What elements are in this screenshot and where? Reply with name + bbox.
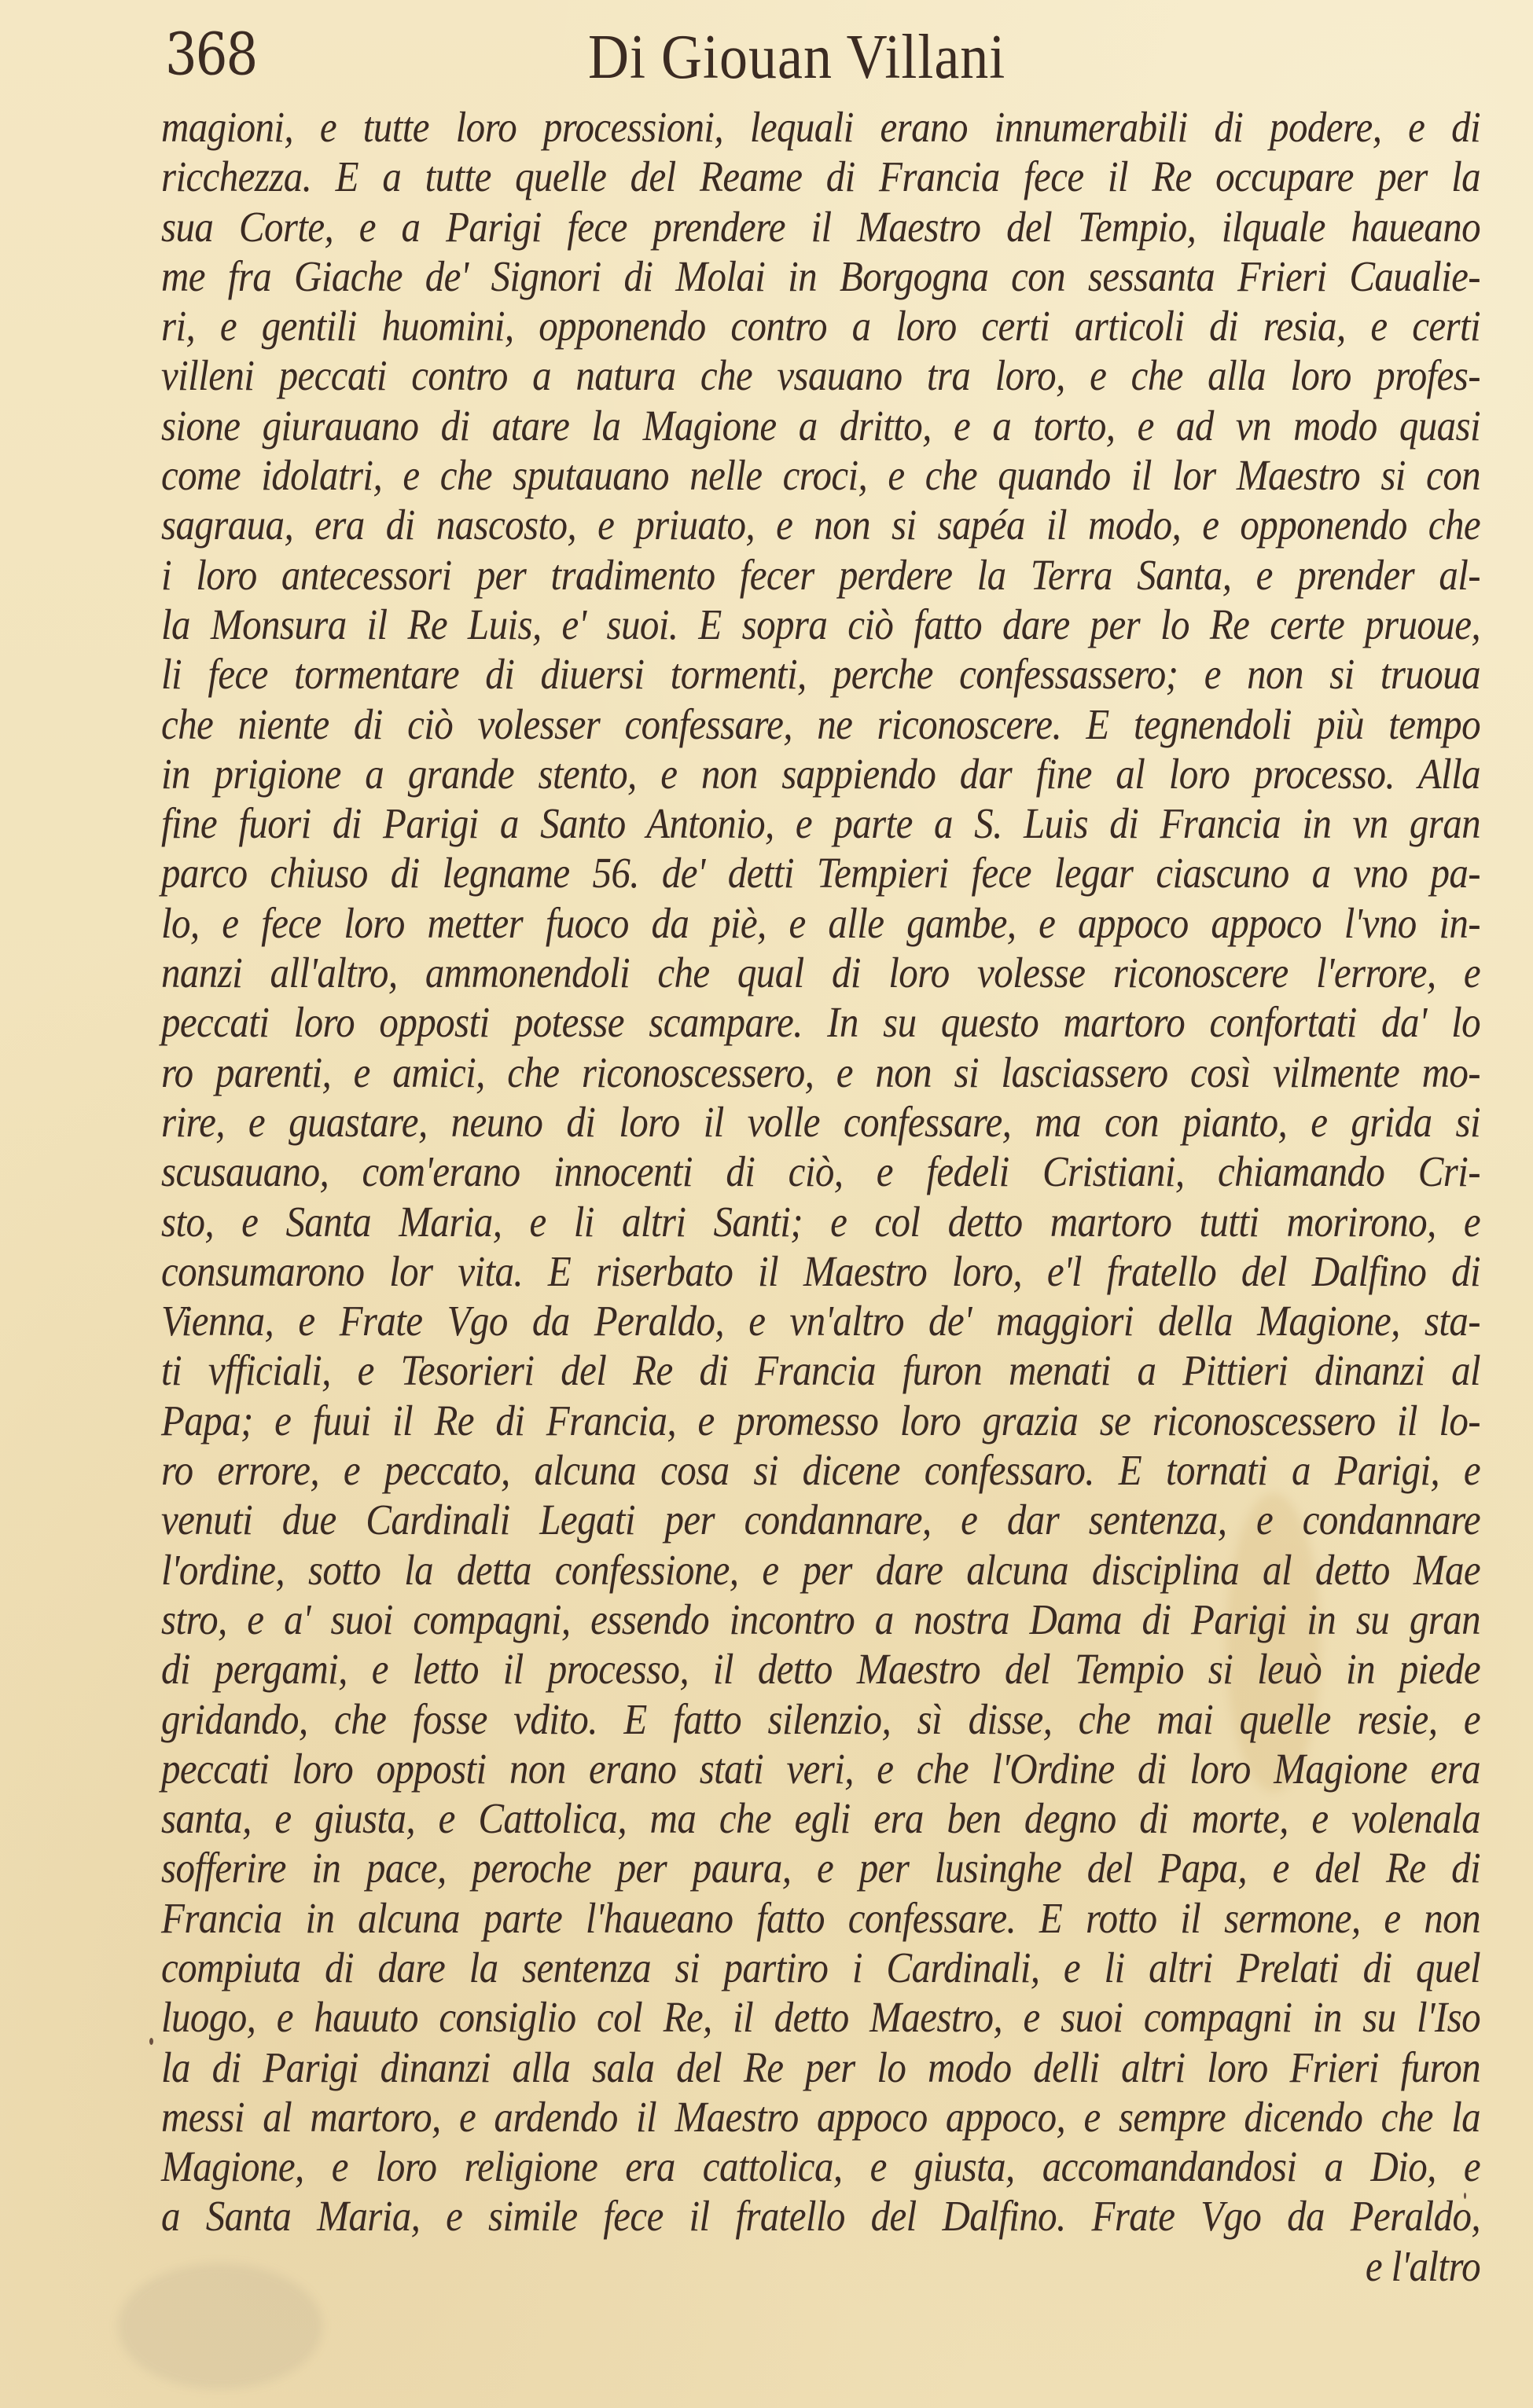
text-line: a Santa Maria, e simile fece il fratello del Dalfino. Frate Vgo da Peraldo, xyxy=(161,2192,1480,2241)
text-line: Vienna, e Frate Vgo da Peraldo, e vn'altro de' maggiori della Magione, sta- xyxy=(161,1296,1480,1345)
text-line: sagraua, era di nascosto, e priuato, e non si sapéa il modo, e opponendo che xyxy=(161,501,1480,549)
text-line: magioni, e tutte loro processioni, lequali erano innumerabili di podere, e di xyxy=(161,102,1480,152)
text-line: luogo, e hauuto consiglio col Re, il detto Maestro, e suoi compagni in su l'Iso xyxy=(161,1992,1480,2042)
text-line: sua Corte, e a Parigi fece prendere il Maestro del Tempio, ilquale haueano xyxy=(161,202,1480,251)
text-line: stro, e a' suoi compagni, essendo incontro a nostra Dama di Parigi in su gran xyxy=(161,1595,1480,1644)
text-line: consumarono lor vita. E riserbato il Maestro loro, e'l fratello del Dalfino di xyxy=(161,1246,1480,1296)
text-line: peccati loro opposti potesse scampare. In su questo martoro confortati da' lo xyxy=(161,998,1480,1047)
text-line: compiuta di dare la sentenza si partiro i Cardinali, e li altri Prelati di quel xyxy=(161,1943,1480,1992)
text-line: i loro antecessori per tradimento fecer perdere la Terra Santa, e prender al- xyxy=(161,550,1480,599)
text-line: Magione, e loro religione era cattolica, e giusta, accomandandosi a Dio, e xyxy=(161,2142,1480,2191)
text-line: sofferire in pace, peroche per paura, e per lusinghe del Papa, e del Re di xyxy=(161,1844,1480,1892)
catchword: e l'altro xyxy=(1365,2241,1480,2291)
text-line: scusauano, com'erano innocenti di ciò, e fedeli Cristiani, chiamando Cri- xyxy=(161,1147,1480,1196)
text-line: ro parenti, e amici, che riconoscessero, e non si lasciassero così vilmente mo- xyxy=(161,1048,1480,1096)
running-head xyxy=(157,17,1478,92)
text-line: messi al martoro, e ardendo il Maestro appoco appoco, e sempre dicendo che la xyxy=(161,2092,1480,2142)
text-line: gridando, che fosse vdito. E fatto silenzio, sì disse, che mai quelle resie, e xyxy=(161,1694,1480,1743)
text-line: come idolatri, e che sputauano nelle croci, e che quando il lor Maestro si con xyxy=(161,450,1480,500)
text-line: ro errore, e peccato, alcuna cosa si dicene confessaro. E tornati a Parigi, e xyxy=(161,1445,1480,1495)
text-line: peccati loro opposti non erano stati veri, e che l'Ordine di loro Magione era xyxy=(161,1744,1480,1793)
text-line: sione giurauano di atare la Magione a dritto, e a torto, e ad vn modo quasi xyxy=(161,401,1480,450)
text-line: villeni peccati contro a natura che vsauano tra loro, e che alla loro profes- xyxy=(161,351,1480,400)
text-line: ti vfficiali, e Tesorieri del Re di Francia furon menati a Pittieri dinanzi al xyxy=(161,1346,1480,1395)
body-text xyxy=(161,102,1480,2291)
text-line: ricchezza. E a tutte quelle del Reame di Francia fece il Re occupare per la xyxy=(161,152,1480,201)
text-line: lo, e fece loro metter fuoco da piè, e alle gambe, e appoco appoco l'vno in- xyxy=(161,898,1480,948)
ink-speck xyxy=(149,2038,153,2045)
running-title: Di Giouan Villani xyxy=(588,21,1006,92)
text-line: li fece tormentare di diuersi tormenti, perche confessassero; e non si truoua xyxy=(161,649,1480,699)
text-line: in prigione a grande stento, e non sappiendo dar fine al loro processo. Alla xyxy=(161,749,1480,798)
text-line: l'ordine, sotto la detta confessione, e per dare alcuna disciplina al detto Mae xyxy=(161,1545,1480,1594)
text-line: ri, e gentili huomini, opponendo contro a loro certi articoli di resia, e certi xyxy=(161,301,1480,351)
page-number: 368 xyxy=(165,22,257,90)
text-line: parco chiuso di legname 56. de' detti Tempieri fece legar ciascuno a vno pa- xyxy=(161,849,1480,897)
text-line: venuti due Cardinali Legati per condannare, e dar sentenza, e condannare xyxy=(161,1495,1480,1544)
text-line: Francia in alcuna parte l'haueano fatto confessare. E rotto il sermone, e non xyxy=(161,1893,1480,1942)
text-line: fine fuori di Parigi a Santo Antonio, e parte a S. Luis di Francia in vn gran xyxy=(161,798,1480,848)
text-line: di pergami, e letto il processo, il detto Maestro del Tempio si leuò in piede xyxy=(161,1644,1480,1694)
text-line: rire, e guastare, neuno di loro il volle confessare, ma con pianto, e grida si xyxy=(161,1097,1480,1147)
text-line: che niente di ciò volesser confessare, ne riconoscere. E tegnendoli più tempo xyxy=(161,699,1480,748)
text-line: me fra Giache de' Signori di Molai in Borgogna con sessanta Frieri Caualie- xyxy=(161,251,1480,301)
text-line: santa, e giusta, e Cattolica, ma che egli era ben degno di morte, e volenala xyxy=(161,1793,1480,1843)
text-line: nanzi all'altro, ammonendoli che qual di loro volesse riconoscere l'errore, e xyxy=(161,948,1480,997)
text-line: la Monsura il Re Luis, e' suoi. E sopra ciò fatto dare per lo Re certe pruoue, xyxy=(161,600,1480,649)
text-line: Papa; e fuui il Re di Francia, e promesso loro grazia se riconoscessero il lo- xyxy=(161,1396,1480,1445)
text-line: la di Parigi dinanzi alla sala del Re per lo modo delli altri loro Frieri furon xyxy=(161,2043,1480,2091)
text-line: sto, e Santa Maria, e li altri Santi; e col detto martoro tutti morirono, e xyxy=(161,1197,1480,1246)
